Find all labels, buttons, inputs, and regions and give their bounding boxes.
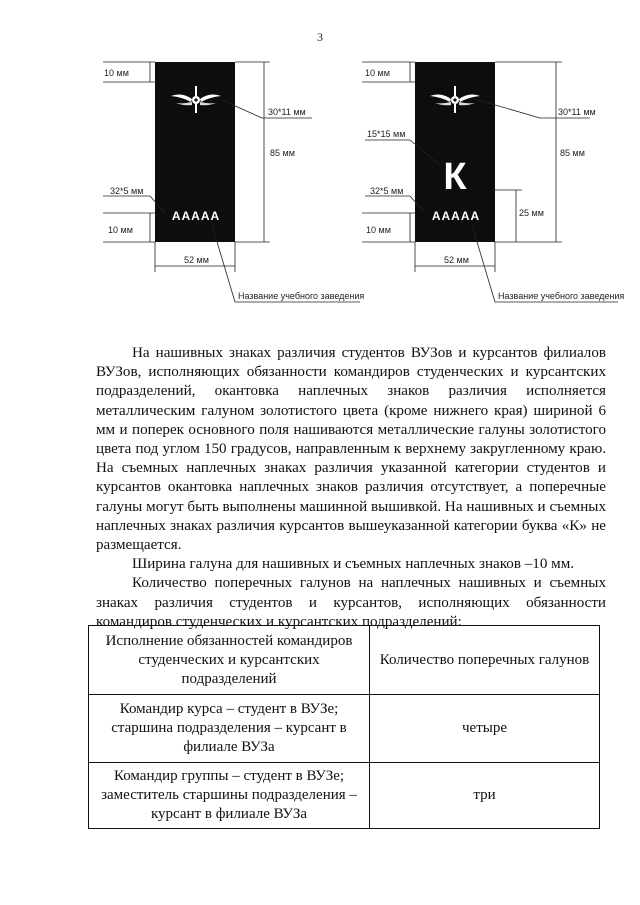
- right-insignia: [362, 62, 624, 302]
- paragraph-2: Ширина галуна для нашивных и съемных наплечных знаков –10 мм.: [132, 556, 575, 573]
- right-dim-emblem: 30*11 мм: [558, 107, 596, 117]
- right-dim-height: 85 мм: [560, 148, 585, 158]
- left-dim-width: 52 мм: [184, 255, 209, 265]
- table-row: [89, 763, 600, 829]
- paragraph-3: Количество поперечных галунов на наплечных нашивных и съемных знаках различия студентов и курсантов, исполняющих обязанности командиров студенческих и курсантских подразделений:: [96, 575, 606, 630]
- left-dim-bottom: 10 мм: [108, 225, 133, 235]
- right-dim-width: 52 мм: [444, 255, 469, 265]
- table-header-cell: Количество поперечных галунов: [370, 626, 600, 695]
- page-number: 3: [317, 30, 323, 44]
- right-dim-top: 10 мм: [365, 68, 390, 78]
- left-caption: Название учебного заведения: [238, 291, 365, 301]
- table-header-row: [89, 626, 600, 695]
- table-row: [89, 695, 600, 763]
- left-letters: ААААА: [171, 209, 221, 223]
- table-cell: Командир группы – студент в ВУЗе; заместитель старшины подразделения – курсант в филиале ВУЗа: [89, 763, 370, 829]
- body-text: [96, 344, 606, 632]
- left-dim-emblem: 30*11 мм: [268, 107, 306, 117]
- table-cell: четыре: [370, 695, 600, 763]
- left-dim-top: 10 мм: [104, 68, 129, 78]
- left-insignia: [103, 62, 364, 302]
- table-header-cell: Исполнение обязанностей командиров студенческих и курсантских подразделений: [89, 626, 370, 695]
- left-dim-letters: 32*5 мм: [110, 186, 144, 196]
- letter-k: К: [443, 156, 467, 198]
- right-caption: Название учебного заведения: [498, 291, 625, 301]
- table-cell: Командир курса – студент в ВУЗе; старшина подразделения – курсант в филиале ВУЗа: [89, 695, 370, 763]
- right-dim-bottom: 10 мм: [366, 225, 391, 235]
- left-dim-height: 85 мм: [270, 148, 295, 158]
- galloons-table: [88, 625, 600, 829]
- right-dim-letters: 32*5 мм: [370, 186, 404, 196]
- paragraph-1: На нашивных знаках различия студентов ВУЗов и курсантов филиалов ВУЗов, исполняющих обязанности командиров студенческих и курсантских подразделений, окантовка наплечных знаков различия исполняется металлическим галуном золотистого цвета (кроме нижнего края) шириной 6 мм и поперек основного поля нашиваются металлические галуны золотистого цвета под углом 150 градусов, направленным к верхнему закругленному краю. На съемных наплечных знаках различия указанной категории студентов и курсантов окантовка наплечных знаков различия отсутствует, а поперечные галуны могут быть выполнены машинной вышивкой. На нашивных и съемных наплечных знаках различия курсантов вышеуказанной категории буква «К» не размещается.: [96, 345, 606, 554]
- right-letters: ААААА: [431, 209, 481, 223]
- insignia-diagrams: [0, 0, 640, 330]
- right-dim-k: 15*15 мм: [367, 129, 406, 139]
- right-dim-letters-height: 25 мм: [519, 208, 544, 218]
- table-cell: три: [370, 763, 600, 829]
